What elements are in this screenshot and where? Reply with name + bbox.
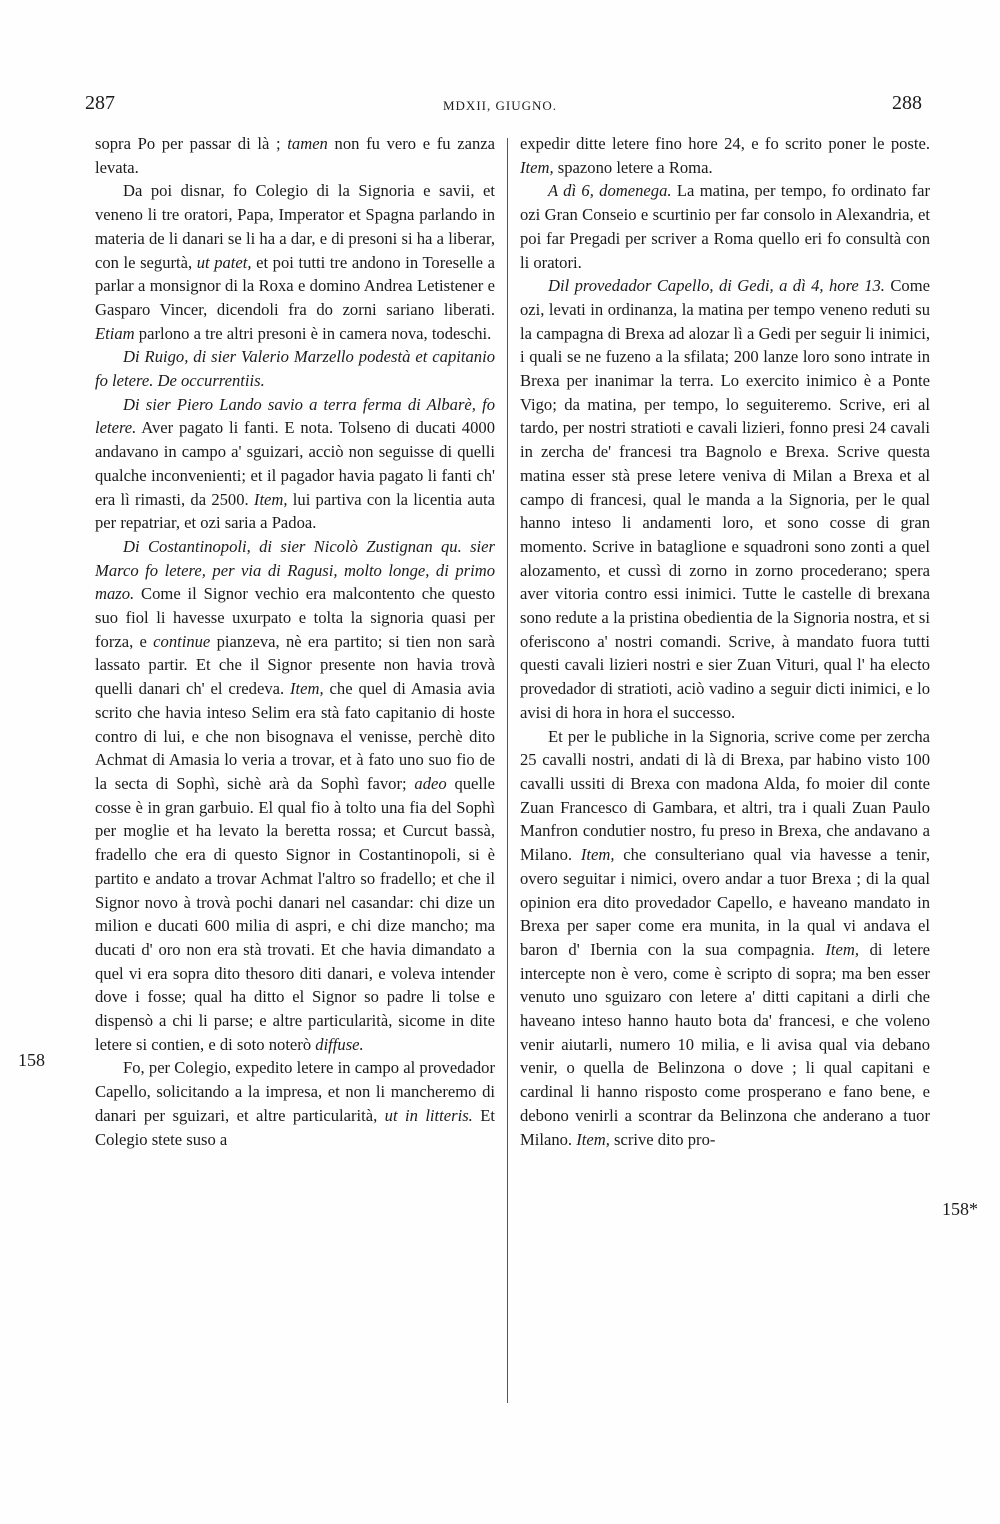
text-run: Come il Signor vechio era malcontento che questo suo fiol li havesse uxurpato e tolta la signoria quasi per forza, e [95,584,495,651]
right-column [520,132,930,1151]
italic-text: ut in litteris. [384,1105,473,1125]
text-run: Et per le publiche in la Signoria, scrive come per zercha 25 cavalli nostri, andati di là di Brexa, par habino visto 100 cavalli ussiti di Brexa con madona Alda, fo moier dil conte Zuan Francesco di Gambara, et altri, tra i quali Zuan Paulo Manfron condutier nostro, fu preso in Brexa, che andavano a Milano. [520,726,930,865]
text-run: che quel di Amasia avia scrito che havia inteso Selim era stà fato capitanio di hoste contro di lui, e che non bisognava el venisse, perchè dito Achmat di Amasia lo veria a trovar, et à fato uno suo fio de la secta di Sophì, sichè arà da Sophì favor; [95,679,495,793]
italic-text: A dì 6, domenega. [548,181,672,201]
italic-text: diffuse. [315,1034,364,1054]
page-number-left: 287 [85,92,115,114]
italic-text: adeo [414,773,447,793]
running-head: MDXII, GIUGNO. [442,98,557,113]
text-run: pianzeva, nè era partito; si tien non sarà lassato partir. Et che il Signor presente non havia trovà quelli danari ch' el credeva. [95,631,496,699]
text-run: parlono a tre altri presoni è in camera nova, todeschi. [134,323,492,343]
margin-note-left: 158 [18,1050,45,1070]
column-divider [507,138,508,1403]
italic-text: Dil provedador Capello, di Gedi, a dì 4, hore 13. [548,276,885,296]
text-run: La matina, per tempo, fo ordinato far ozi Gran Conseio e scurtinio per far consolo in Alexandria, et poi far Pregadi per scriver a Roma quello eri fo consultà con li oratori. [520,181,930,272]
paragraph [95,1056,495,1151]
italic-text: Di Costantinopoli, di sier Nicolò Zustignan qu. sier Marco fo letere, per via di Ragusi, molto longe, di primo mazo. [95,536,495,604]
paragraph [95,345,495,392]
paragraph [520,274,930,724]
italic-text: Item, [520,157,554,177]
italic-text: Item, [576,1129,610,1149]
italic-text: Etiam [95,323,135,343]
page-number-right: 288 [892,92,922,114]
text-run: et poi tutti tre andono in Toreselle a parlar a monsignor di la Roxa e domino Andrea Letistener e Gasparo Vincer, dicendoli fra do zorni sariano liberati. [95,252,495,319]
paragraph [520,132,930,179]
text-run: expedir ditte letere fino hore 24, e fo scrito poner le poste. [520,134,930,153]
paragraph [95,535,495,1056]
left-column [95,132,495,1151]
italic-text: Item, [580,845,615,865]
text-run: di letere intercepte non è vero, come è scripto di sopra; ma ben esser venuto uno sguizaro con letere a' ditti capitani a dirli che haveano inteso hanno hauto bota da' francesi, e che voleno venir aiutarli, numero 10 milia, e li avisa qual via debano venir, o quella de Belinzona o dove ; li qual capitani e cardinal li hanno risposto come prosperano e fano bene, e debono venirli a scontrar da Belinzona che anderano a tuor Milano. [520,939,930,1149]
italic-text: tamen [287,134,328,153]
text-run: quelle cosse è in gran garbuio. El qual fio à tolto una fia del Sophì per moglie et ha levato la beretta rossa; et Curcut bassà, fradello che era di questo Signor in Costantinopoli, si è partito e andato a trovar Achmat l'altro so fradello; et che il Signor novo à trovà pochi danari nel casandar: chi dize un milion e ducati 600 milia di aspri, e chi dize mancho; ma ducati d' oro non era stà trovati. Et che havia dimandato a quel vi era sopra dito thesoro diti danari, e voleva intender dove i fosse; qual ha ditto el Signor so padre li tolse e dispensò a chi li parse; e altre particularità, sicome in dite letere si contien, e di soto noterò [95,773,495,1054]
text-run: spazono letere a Roma. [553,157,713,177]
italic-text: Item, [253,489,288,509]
paragraph [95,132,495,179]
text-run: Da poi disnar, fo Colegio di la Signoria e savii, et veneno li tre oratori, Papa, Imperator et Spagna parlando in materia de li danari se li ha a dar, e di presoni si ha a liberar, con le segurtà, [95,181,495,272]
italic-text: continue [153,631,211,651]
italic-text: Item, [290,679,324,699]
italic-text: Di sier Piero Lando savio a terra ferma di Albarè, fo letere. [95,394,495,438]
text-run: Come ozi, levati in ordinanza, la matina per tempo veneno reduti su la campagna di Brexa ad alozar lì a Gedi per seguir li inimici, i quali se ne fuzeno a la sfilata; 200 lanze loro sono intrate in Brexa per inanimar la terra. Lo exercito inimico è a Ponte Vigo; da matina, per tempo, lo seguiteremo. Scrive, eri al tardo, per nostri stratioti e cavali lizieri, fonno presi 24 cavali in zercha de' francesi tra Bagnolo e Brexa. Scrive questa matina esser stà prese letere veniva di Milan a Brexa et al campo di francesi, qual le manda a la Signoria, per le qual hanno inteso li andamenti loro, et sono cosse di gran momento. Scrive in bataglione e squadroni sono zonti a quel alozamento, et cussì di zorno in zorno procederano; spera aver vitoria contro essi inimici. Tutte le castelle di brexana sono redute a la pristina obedientia de la Signoria nostra, et si oferiscono a' nostri comandi. Scrive, à mandato fuora tutti questi cavali lizieri nostri e sier Zuan Vituri, qual l' ha electo provedador di stratioti, aciò vadino a seguir dicti inimici, e lo avisi di hora in hora el successo. [520,276,930,722]
text-run: Et Colegio stete suso a [95,1105,495,1149]
paragraph [520,725,930,1152]
italic-text: Item, [825,939,860,959]
margin-note-right: 158* [942,1199,978,1219]
paragraph [520,179,930,274]
text-run: Aver pagato li fanti. E nota. Tolseno di ducati 4000 andavano in campo a' sguizari, acciò non seguisse di quelli qualche inconvenienti; et il pagador havia pagato li fanti ch' era lì rimasti, da 2500. [95,418,495,509]
paragraph [95,393,495,535]
text-run: Fo, per Colegio, expedito letere in campo al provedador Capello, solicitando a la impresa, et non li mancheremo di danari per sguizari, et altre particularità, [95,1058,495,1125]
page-header [0,92,1000,122]
text-run: che consulteriano qual via havesse a tenir, overo seguitar i nimici, overo andar a tuor Brexa ; di la qual opinion era dito provedador Capello, e haveano mandato in Brexa per saper come era munita, in la qual vi andava el baron d' Ibernia con la sua compagnia. [520,845,930,959]
text-run: sopra Po per passar di là ; [95,134,288,153]
text-run: lui partiva con la licentia auta per repatriar, et ozi saria a Padoa. [95,489,495,533]
text-run: non fu vero e fu zanza levata. [95,134,496,177]
italic-text: ut patet, [196,252,252,272]
italic-text: Di Ruigo, di sier Valerio Marzello podestà et capitanio fo letere. De occurrentiis. [95,347,495,391]
text-run: scrive dito pro- [609,1129,716,1149]
paragraph [95,179,495,345]
